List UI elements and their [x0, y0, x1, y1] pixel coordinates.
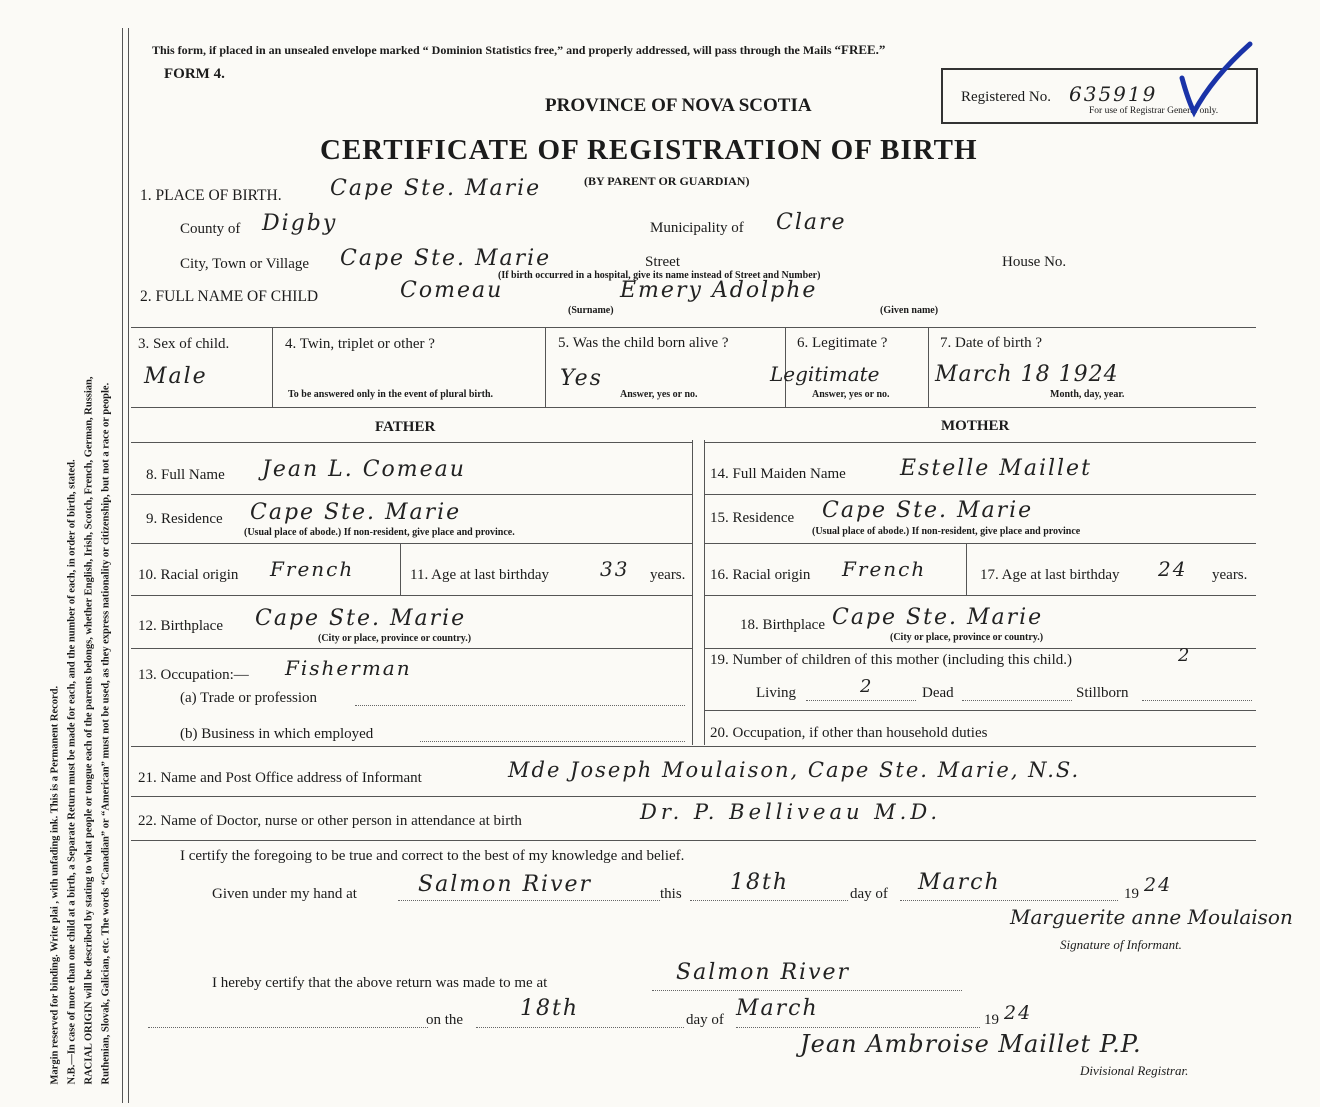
- given-year-prefix: 19: [1124, 886, 1139, 902]
- registered-label: Registered No.: [961, 89, 1051, 105]
- street-label: Street: [645, 254, 680, 270]
- registrar-signature: Jean Ambroise Maillet P.P.: [800, 1030, 1142, 1058]
- mail-notice: This form, if placed in an unsealed envelope marked “ Dominion Statistics free,” and properly addressed, will pass through the Mails “FREE.”: [152, 42, 886, 57]
- mother-name-value: Estelle Maillet: [900, 456, 1092, 481]
- father-age-label: 11. Age at last birthday: [410, 567, 549, 583]
- dots: [148, 1027, 428, 1028]
- dots: [806, 700, 916, 701]
- house-number-label: House No.: [1002, 254, 1067, 270]
- rule: [131, 796, 1256, 797]
- father-birthplace-note: (City or place, province or country.): [318, 633, 472, 644]
- divider: [928, 327, 929, 407]
- informant-signature: Marguerite anne Moulaison: [1010, 905, 1293, 929]
- father-racial-label: 10. Racial origin: [138, 567, 239, 583]
- rule: [131, 648, 692, 649]
- alive-value: Yes: [560, 366, 603, 391]
- dots: [690, 900, 848, 901]
- informant-signature-label: Signature of Informant.: [1060, 937, 1182, 952]
- rule: [131, 442, 692, 443]
- stillborn-label: Stillborn: [1076, 685, 1129, 701]
- margin-note-racial: RACIAL ORIGIN will be described by stating to what people or tongue each of the parents belongs, whether English, Irish, Scotch, French, German, Russian,: [83, 376, 95, 1085]
- doctor-label: 22. Name of Doctor, nurse or other person in attendance at birth: [138, 813, 522, 829]
- father-heading: FATHER: [375, 419, 436, 435]
- legitimate-label: 6. Legitimate ?: [797, 335, 888, 351]
- mother-birthplace-label: 18. Birthplace: [740, 617, 825, 633]
- onthe-label: on the: [426, 1012, 464, 1028]
- mother-racial-label: 16. Racial origin: [710, 567, 811, 583]
- return-month-value: March: [736, 996, 819, 1021]
- dots: [420, 741, 685, 742]
- margin-rule-2: [128, 28, 129, 1103]
- legitimate-value: Legitimate: [770, 362, 880, 386]
- sex-label: 3. Sex of child.: [138, 336, 230, 352]
- mother-name-label: 14. Full Maiden Name: [710, 466, 846, 482]
- dead-label: Dead: [922, 685, 954, 701]
- given-under-hand-label: Given under my hand at: [212, 886, 357, 902]
- twin-label: 4. Twin, triplet or other ?: [285, 336, 435, 352]
- margin-note-racial-2: Ruthenian, Slovak, Galician, etc. The words “Canadian” or “American” must not be used, as they express nationality or citizenship, but not a race or people.: [100, 382, 112, 1085]
- municipality-label: Municipality of: [650, 220, 744, 236]
- dob-caption: Month, day, year.: [1050, 389, 1125, 400]
- column-divider-2: [704, 440, 705, 745]
- surname-caption: (Surname): [568, 305, 614, 316]
- living-value: 2: [860, 676, 874, 697]
- father-occupation-label: 13. Occupation:—: [138, 667, 249, 683]
- father-name-label: 8. Full Name: [146, 467, 225, 483]
- mother-heading: MOTHER: [941, 418, 1010, 434]
- certify-text: I certify the foregoing to be true and correct to the best of my knowledge and belief.: [180, 848, 685, 864]
- mother-racial-value: French: [842, 557, 927, 581]
- place-of-birth-label: 1. PLACE OF BIRTH.: [140, 187, 282, 204]
- father-birthplace-value: Cape Ste. Marie: [255, 606, 467, 631]
- business-label: (b) Business in which employed: [180, 726, 374, 742]
- return-place-value: Salmon River: [676, 960, 851, 985]
- trade-label: (a) Trade or profession: [180, 690, 318, 706]
- mother-age-value: 24: [1158, 557, 1188, 581]
- registrar-note: For use of Registrar General only.: [1089, 106, 1219, 116]
- rule: [131, 407, 1256, 408]
- father-abode-note: (Usual place of abode.) If non-resident, give place and province.: [244, 527, 515, 538]
- rule: [131, 494, 692, 495]
- living-label: Living: [756, 685, 796, 701]
- hospital-note: (If birth occurred in a hospital, give its name instead of Street and Number): [498, 270, 821, 281]
- mother-residence-label: 15. Residence: [710, 510, 795, 526]
- checkmark-icon: [1178, 38, 1258, 118]
- rule: [704, 494, 1256, 495]
- rule: [131, 746, 1256, 747]
- margin-rule: [122, 28, 123, 1103]
- twin-note: To be answered only in the event of plural birth.: [288, 389, 494, 400]
- child-given-value: Emery Adolphe: [620, 278, 818, 303]
- registered-number: 635919: [1069, 82, 1158, 106]
- city-label: City, Town or Village: [180, 256, 310, 272]
- rule: [131, 543, 692, 544]
- children-count-value: 2: [1178, 645, 1192, 666]
- father-years-label: years.: [650, 567, 686, 583]
- rule: [704, 442, 1256, 443]
- margin-note-binding: Margin reserved for binding. Write plai , with unfading ink. This is a Permanent Record.: [49, 685, 61, 1085]
- return-year-value: 24: [1004, 1002, 1033, 1024]
- father-birthplace-label: 12. Birthplace: [138, 618, 223, 634]
- given-month-value: March: [918, 870, 1001, 895]
- legitimate-caption: Answer, yes or no.: [812, 389, 890, 400]
- page-subtitle: (BY PARENT OR GUARDIAN): [584, 174, 750, 188]
- mother-age-label: 17. Age at last birthday: [980, 567, 1120, 583]
- mother-birthplace-value: Cape Ste. Marie: [832, 605, 1044, 630]
- dob-label: 7. Date of birth ?: [940, 335, 1043, 351]
- province-heading: PROVINCE OF NOVA SCOTIA: [545, 95, 812, 116]
- rule: [704, 648, 1256, 649]
- rule: [704, 543, 1256, 544]
- county-value: Digby: [262, 211, 338, 236]
- alive-caption: Answer, yes or no.: [620, 389, 698, 400]
- dots: [398, 900, 660, 901]
- return-year-prefix: 19: [984, 1012, 999, 1028]
- informant-value: Mde Joseph Moulaison, Cape Ste. Marie, N.S.: [508, 758, 1081, 782]
- child-surname-value: Comeau: [400, 278, 504, 303]
- dots: [736, 1027, 980, 1028]
- page-title: CERTIFICATE OF REGISTRATION OF BIRTH: [320, 134, 978, 166]
- this-label: this: [660, 886, 682, 902]
- father-name-value: Jean L. Comeau: [262, 457, 466, 482]
- father-residence-value: Cape Ste. Marie: [250, 500, 462, 525]
- divider: [966, 543, 967, 595]
- form-number: FORM 4.: [164, 66, 225, 82]
- return-text: I hereby certify that the above return was made to me at: [212, 975, 548, 991]
- city-value: Cape Ste. Marie: [340, 246, 552, 271]
- given-caption: (Given name): [880, 305, 939, 316]
- dots: [476, 1027, 684, 1028]
- registrar-signature-label: Divisional Registrar.: [1080, 1063, 1189, 1078]
- return-dayof-label: day of: [686, 1012, 724, 1028]
- rule: [704, 595, 1256, 596]
- dob-value: March 18 1924: [935, 362, 1119, 387]
- municipality-value: Clare: [776, 210, 847, 235]
- dots: [962, 700, 1072, 701]
- mother-birthplace-note: (City or place, province or country.): [890, 632, 1044, 643]
- mother-years-label: years.: [1212, 567, 1248, 583]
- father-occupation-value: Fisherman: [285, 656, 412, 680]
- dots: [652, 990, 962, 991]
- divider: [400, 543, 401, 595]
- father-residence-label: 9. Residence: [146, 511, 223, 527]
- mother-occupation-label: 20. Occupation, if other than household duties: [710, 725, 988, 741]
- dots: [355, 705, 685, 706]
- divider: [272, 327, 273, 407]
- given-place-value: Salmon River: [418, 872, 593, 897]
- father-age-value: 33: [600, 557, 630, 581]
- dots: [900, 900, 1118, 901]
- divider: [545, 327, 546, 407]
- children-count-label: 19. Number of children of this mother (including this child.): [710, 652, 1073, 668]
- given-dayof-label: day of: [850, 886, 888, 902]
- return-day-value: 18th: [520, 996, 580, 1021]
- given-year-value: 24: [1144, 874, 1173, 896]
- doctor-value: Dr. P. Belliveau M.D.: [640, 800, 942, 824]
- mother-residence-value: Cape Ste. Marie: [822, 498, 1034, 523]
- margin-note-nb: N.B.—In case of more than one child at a birth, a Separate Return must be made for each, and the number of each, in order of birth, stated.: [66, 459, 78, 1085]
- place-of-birth-value: Cape Ste. Marie: [330, 176, 542, 201]
- father-racial-value: French: [270, 557, 355, 581]
- rule: [131, 595, 692, 596]
- column-divider: [692, 440, 693, 745]
- rule: [131, 327, 1256, 328]
- given-day-value: 18th: [730, 870, 790, 895]
- alive-label: 5. Was the child born alive ?: [558, 335, 729, 351]
- sex-value: Male: [144, 364, 208, 389]
- rule: [131, 840, 1256, 841]
- mother-abode-note: (Usual place of abode.) If non-resident, give place and province: [812, 526, 1081, 537]
- county-label: County of: [180, 221, 241, 237]
- informant-label: 21. Name and Post Office address of Informant: [138, 770, 422, 786]
- dots: [1142, 700, 1252, 701]
- child-name-label: 2. FULL NAME OF CHILD: [140, 288, 319, 305]
- rule: [704, 710, 1256, 711]
